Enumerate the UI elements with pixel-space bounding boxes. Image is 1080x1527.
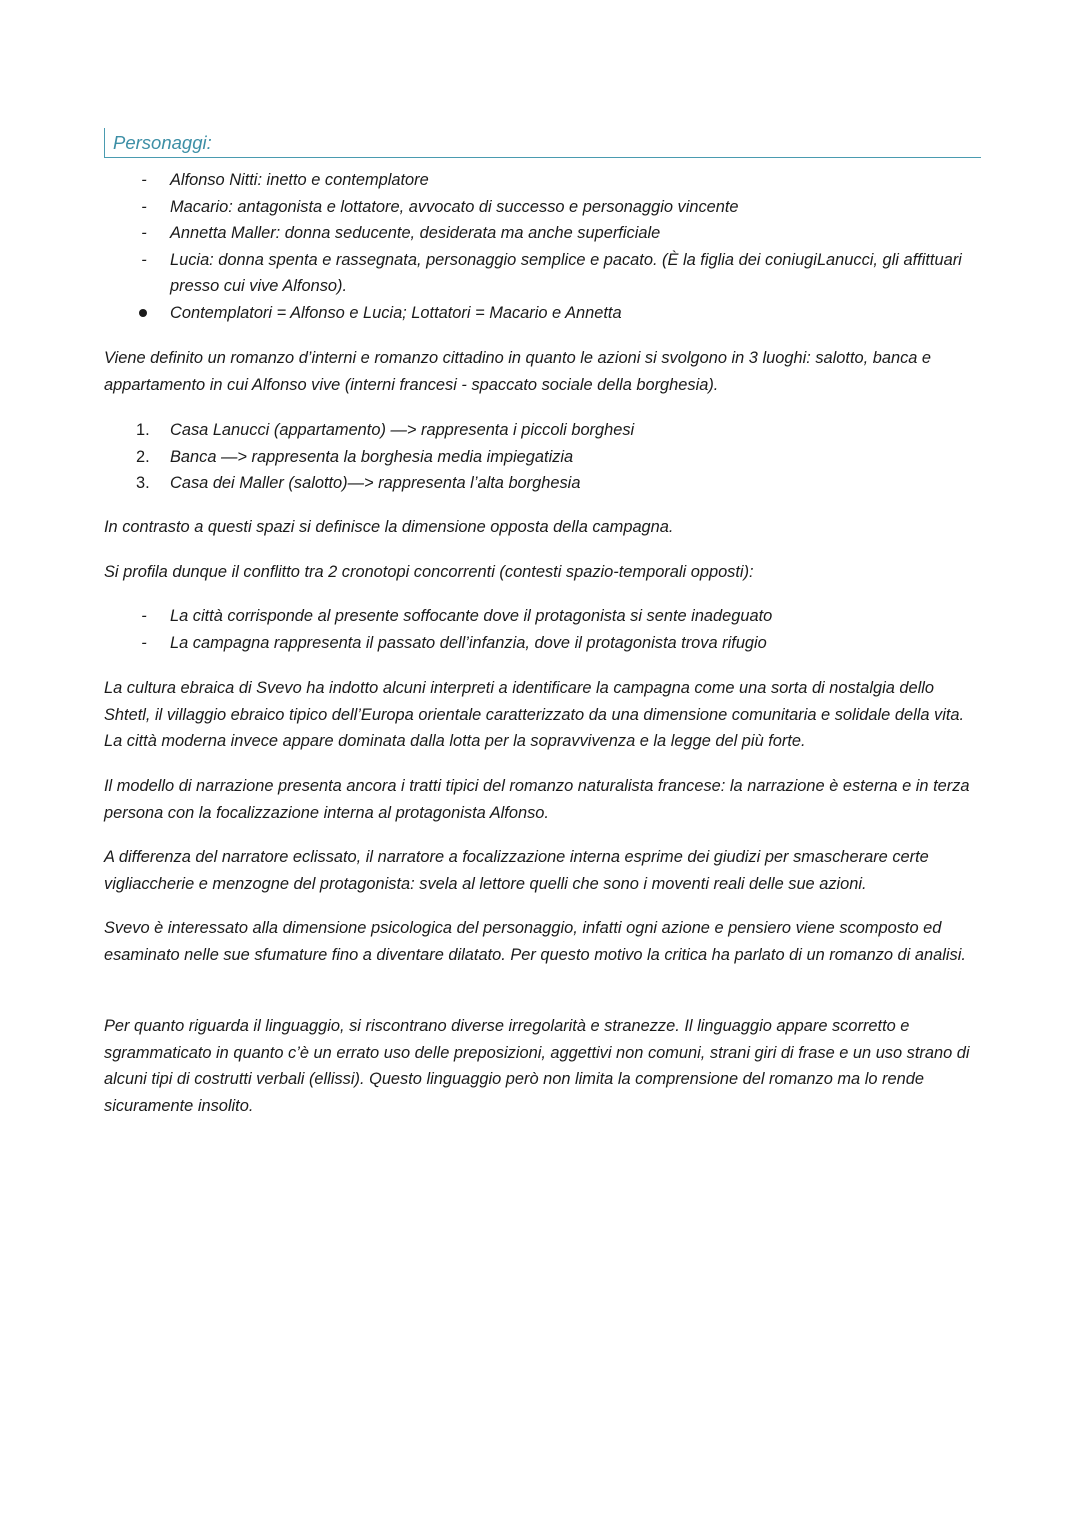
dash-marker: - [141,224,147,243]
list-item-text: Casa dei Maller (salotto)—> rappresenta l’alta borghesia [170,474,581,493]
list-item [0,470,970,497]
list-item-text: Annetta Maller: donna seducente, desiderata ma anche superficiale [170,224,661,243]
list-item-text: Contemplatori = Alfonso e Lucia; Lottatori = Macario e Annetta [170,303,622,322]
dash-marker: - [141,171,147,189]
list-number: 1. [136,421,150,439]
list-item-text: Macario: antagonista e lottatore, avvocato di successo e personaggio vincente [170,197,739,216]
section-heading-box [104,128,981,158]
list-number: 2. [136,447,150,466]
list-item [0,603,970,630]
paragraph-conflitto: Si profila dunque il conflitto tra 2 cronotopi concorrenti (contesti spazio-temporali opposti): [104,563,754,581]
list-item [0,167,970,194]
list-item [0,194,970,221]
section-heading: Personaggi: [113,132,212,153]
list-item-text: Banca —> rappresenta la borghesia media impiegatizia [170,447,574,466]
list-item [0,300,970,327]
list-item [0,247,970,300]
bullet-dot-icon [139,309,147,317]
list-item [0,220,970,247]
list-item-text: Lucia: donna spenta e rassegnata, personaggio semplice e pacato. (È la figlia dei coniugiLanucci, gli affittuari presso cui vive Alfonso). [170,250,962,296]
list-item-text: La campagna rappresenta il passato dell’infanzia, dove il protagonista trova rifugio [170,633,767,652]
paragraph-contrasto: In contrasto a questi spazi si definisce la dimensione opposta della campagna. [104,518,674,536]
cronotopi-list [0,603,970,656]
list-item [0,417,970,444]
list-item [0,444,970,471]
characters-list [0,167,970,327]
dash-marker: - [141,250,147,269]
list-item [0,630,970,657]
list-number: 3. [136,474,150,493]
places-list [0,417,970,497]
list-item-text: La città corrisponde al presente soffocante dove il protagonista si sente inadeguato [170,607,773,625]
paragraph-modello: Il modello di narrazione presenta ancora i tratti tipici del romanzo naturalista francese: la narrazione è esterna e in terza persona con la focalizzazione interna al protagonista Alfonso. [104,777,970,822]
paragraph-romanzo: Viene definito un romanzo d’interni e romanzo cittadino in quanto le azioni si svolgono in 3 luoghi: salotto, banca e appartamento in cui Alfonso vive (interni francesi - spaccato sociale della borghesia). [104,349,932,394]
list-item-text: Alfonso Nitti: inetto e contemplatore [170,171,429,189]
paragraph-linguaggio: Per quanto riguarda il linguaggio, si riscontrano diverse irregolarità e stranezze. Il linguaggio appare scorretto e sgrammaticato in quanto c’è un errato uso delle preposizioni, aggettivi non comuni, strani giri di frase e un uso strano di alcuni tipi di costrutti verbali (ellissi). Questo linguaggio però non limita la comprensione del romanzo ma lo rende sicuramente insolito. [104,1017,970,1115]
paragraph-svevo: Svevo è interessato alla dimensione psicologica del personaggio, infatti ogni azione e pensiero viene scomposto ed esaminato nelle sue sfumature fino a diventare dilatato. Per questo motivo la critica ha parlato di un romanzo di analisi. [104,919,966,964]
dash-marker: - [141,607,147,625]
paragraph-narratore: A differenza del narratore eclissato, il narratore a focalizzazione interna esprime dei giudizi per smascherare certe vigliaccherie e menzogne del protagonista: svela al lettore quelli che sono i moventi reali delle sue azioni. [104,848,929,893]
paragraph-cultura: La cultura ebraica di Svevo ha indotto alcuni interpreti a identificare la campagna come una sorta di nostalgia dello Shtetl, il villaggio ebraico tipico dell’Europa orientale caratterizzato da una dimensione comunitaria e solidale della vita. La città moderna invece appare dominata dalla lotta per la sopravvivenza e la legge del più forte. [104,679,965,751]
dash-marker: - [141,633,147,652]
dash-marker: - [141,197,147,216]
list-item-text: Casa Lanucci (appartamento) —> rappresenta i piccoli borghesi [170,421,635,439]
